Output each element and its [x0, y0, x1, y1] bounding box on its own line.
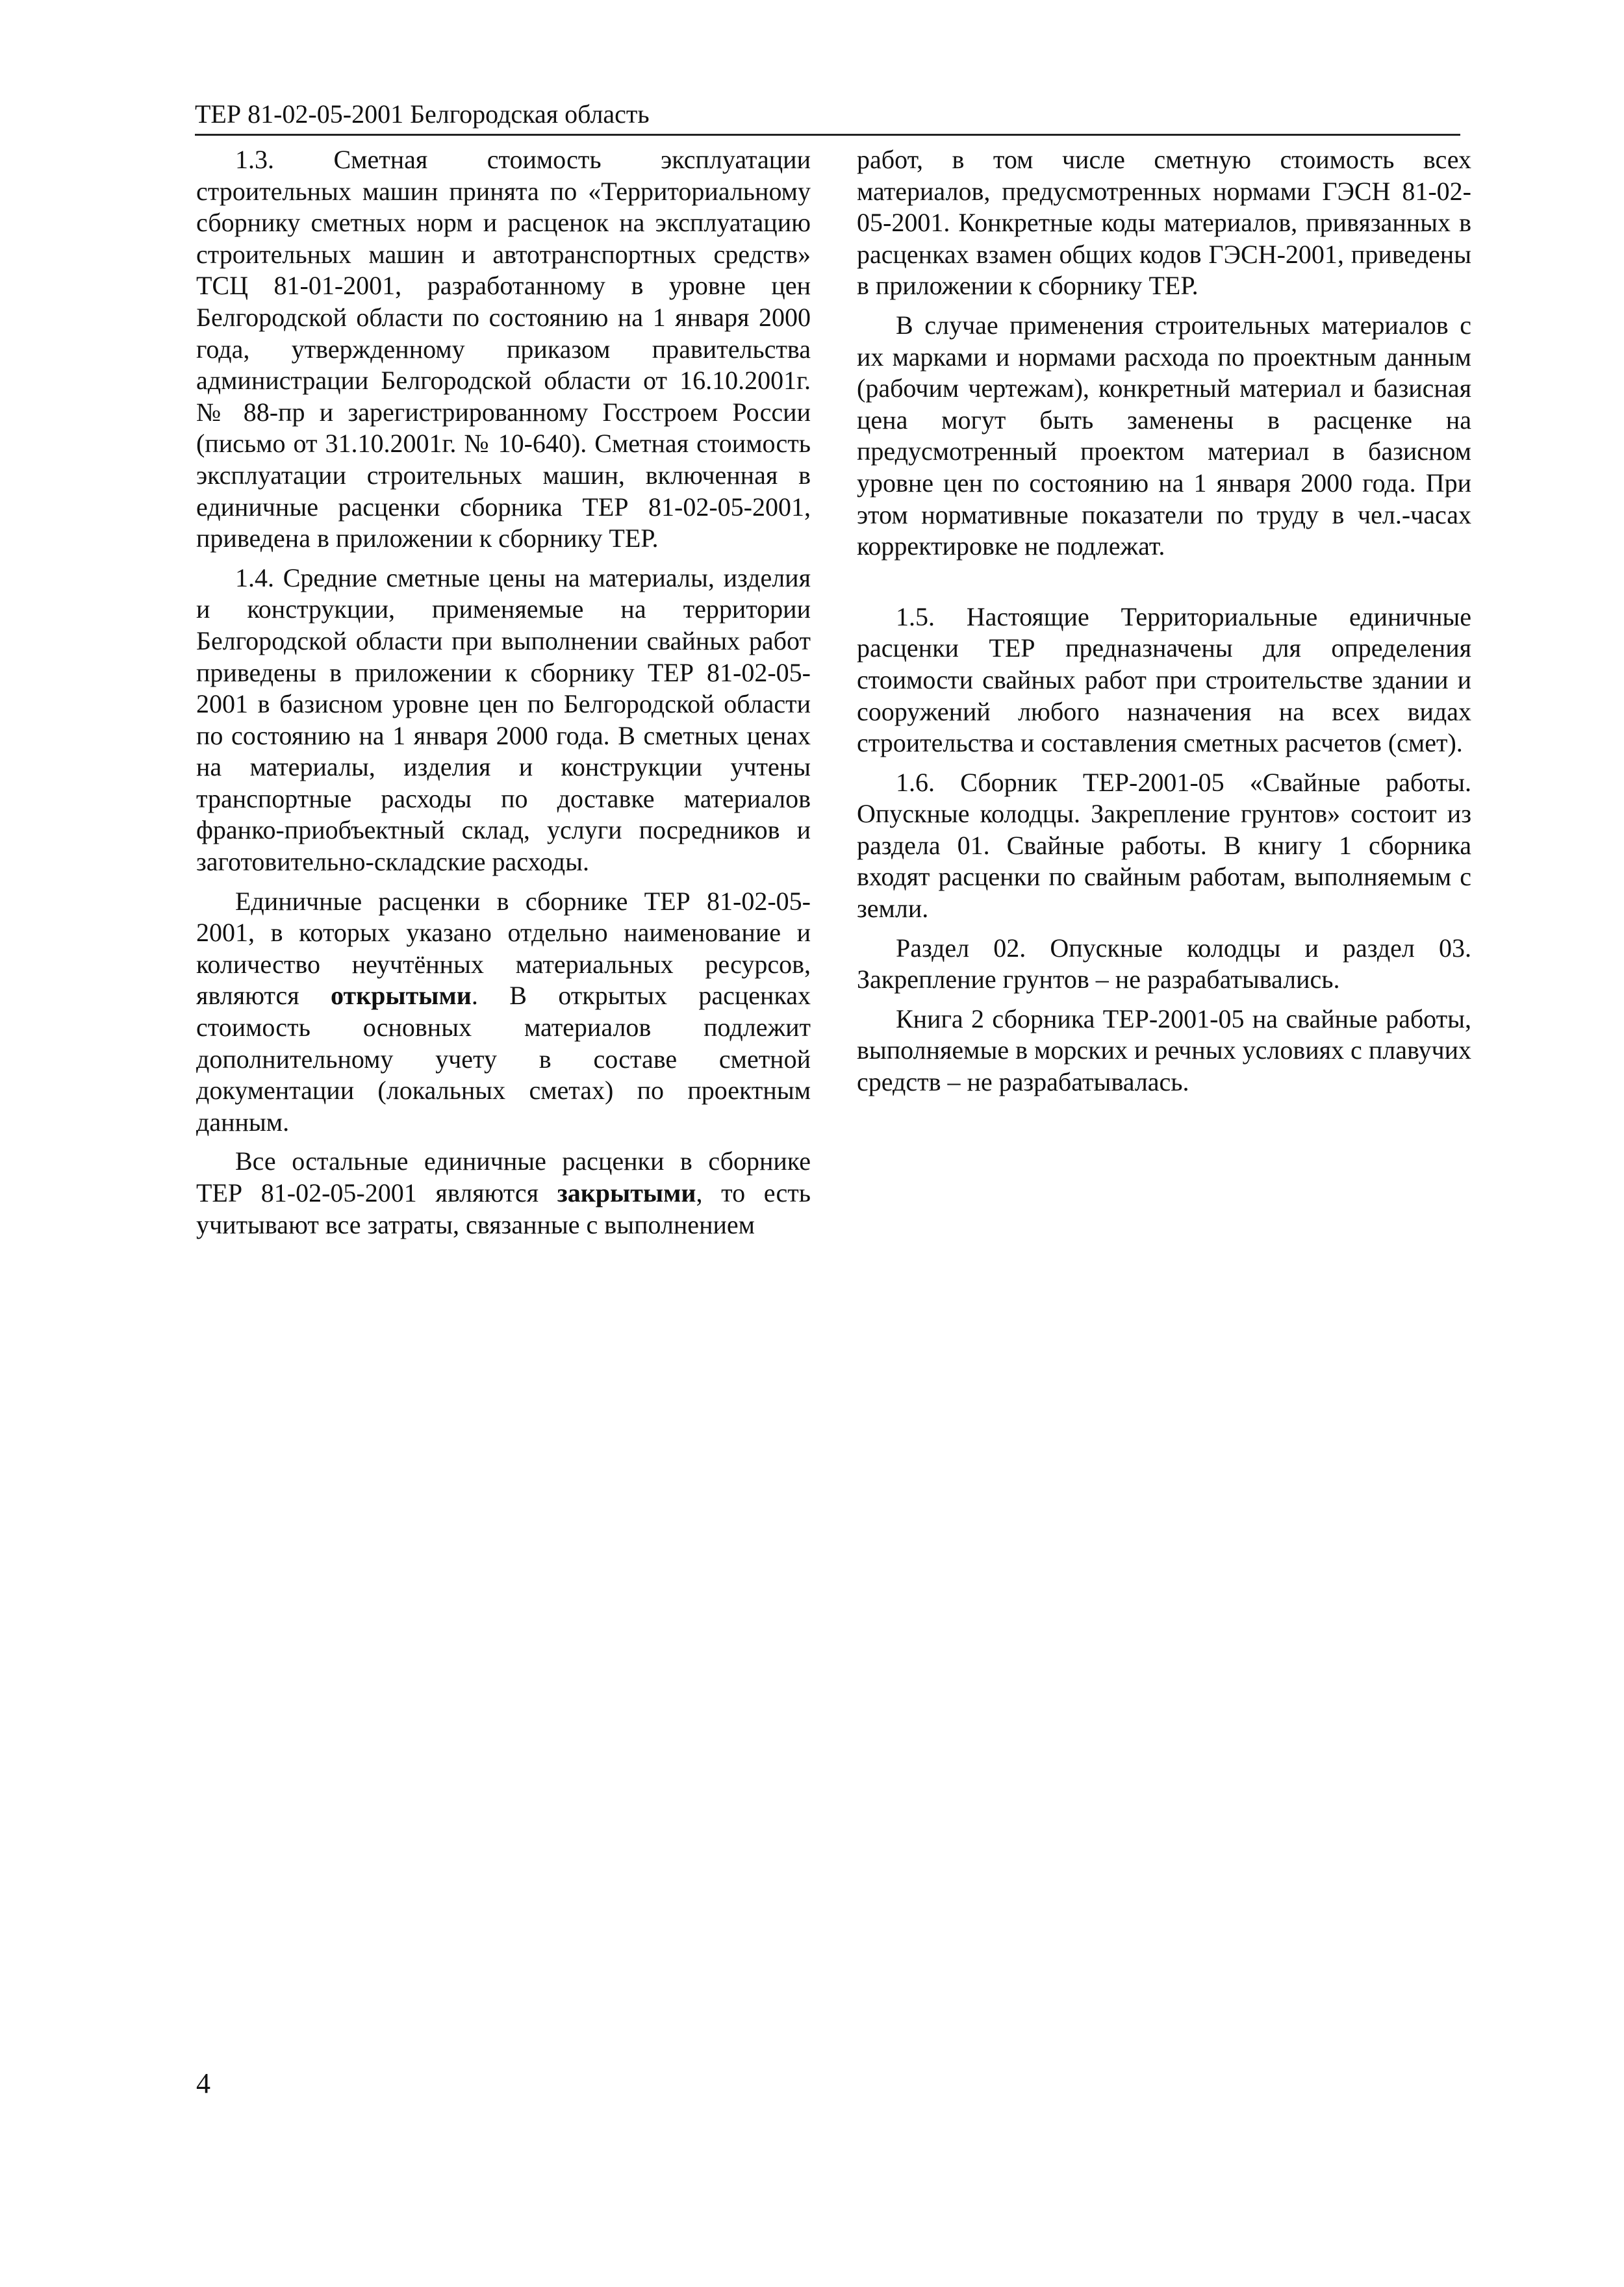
paragraph-open-rates-text-1: Единичные расценки в сборнике ТЕР 81-02-05-2001, в которых указано отдельно наименование и количество неучтённых материальных ресурсов, являются	[196, 886, 811, 1011]
paragraph-1-6: 1.6. Сборник ТЕР-2001-05 «Свайные работы. Опускные колодцы. Закрепление грунтов» состоит из раздела 01. Свайные работы. В книгу 1 сборника входят расценки по свайным работам, выполняемым с земли.	[857, 767, 1471, 924]
paragraph-open-rates-text-2: . В открытых расценках стоимость основных материалов подлежит дополнительному учету в составе сметной документации (локальных сметах) по проектным данным.	[196, 981, 811, 1137]
paragraph-closed-rates-text-2: , то есть учитывают все затраты, связанные с выполнением	[196, 1178, 811, 1239]
paragraph-continuation: работ, в том числе сметную стоимость всех материалов, предусмотренных нормами ГЭСН 81-02-05-2001. Конкретные коды материалов, привязанных в расценках взамен общих кодов ГЭСН-2001, приведены в приложении к сборнику ТЕР.	[857, 145, 1471, 301]
paragraph-1-4: 1.4. Средние сметные цены на материалы, изделия и конструкции, применяемые на территории Белгородской области при выполнении свайных работ приведены в приложении к сборнику ТЕР 81-02-05-2001 в базисном уровне цен по Белгородской области по состоянию на 1 января 2000 года. В сметных ценах на материалы, изделия и конструкции учтены транспортные расходы по доставке материалов франко-приобъектный склад, услуги посредников и заготовительно-складские расходы.	[196, 562, 811, 877]
paragraph-materials-replacement: В случае применения строительных материалов с их марками и нормами расхода по проектным данным (рабочим чертежам), конкретный материал и базисная цена могут быть заменены в расценке на предусмотренный проектом материал в базисном уровне цен по состоянию на 1 января 2000 года. При этом нормативные показатели по труду в чел.-часах корректировке не подлежат.	[857, 310, 1471, 561]
paragraph-open-rates	[196, 886, 811, 1139]
paragraph-1-3: 1.3. Сметная стоимость эксплуатации строительных машин принята по «Территориальному сборнику сметных норм и расценок на эксплуатацию строительных машин и автотранспортных средств» ТСЦ 81-01-2001, разработанному в уровне цен Белгородской области по состоянию на 1 января 2000 года, утвержденному приказом правительства администрации Белгородской области от 16.10.2001г. № 88-пр и зарегистрированному Госстроем России (письмо от 31.10.2001г. № 10-640). Сметная стоимость эксплуатации строительных машин, включенная в единичные расценки сборника ТЕР 81-02-05-2001, приведена в приложении к сборнику ТЕР.	[196, 145, 811, 553]
paragraph-book-2: Книга 2 сборника ТЕР-2001-05 на свайные работы, выполняемые в морских и речных условиях с плавучих средств – не разрабатывалась.	[857, 1004, 1471, 1097]
paragraph-section-02: Раздел 02. Опускные колодцы и раздел 03. Закрепление грунтов – не разрабатывались.	[857, 933, 1471, 994]
left-column	[196, 144, 811, 1248]
term-open: открытыми	[331, 981, 472, 1011]
right-column	[857, 144, 1471, 1106]
term-closed: закрытыми	[557, 1178, 696, 1207]
paragraph-closed-rates-text-1: Все остальные единичные расценки в сборнике ТЕР 81-02-05-2001 являются	[196, 1146, 811, 1207]
running-header: ТЕР 81-02-05-2001 Белгородская область	[195, 96, 1460, 136]
page-number: 4	[196, 2067, 210, 2099]
paragraph-closed-rates	[196, 1146, 811, 1241]
paragraph-1-5: 1.5. Настоящие Территориальные единичные расценки ТЕР предназначены для определения стоимости свайных работ при строительстве здании и сооружений любого назначения на всех видах строительства и составления сметных расчетов (смет).	[857, 601, 1471, 758]
